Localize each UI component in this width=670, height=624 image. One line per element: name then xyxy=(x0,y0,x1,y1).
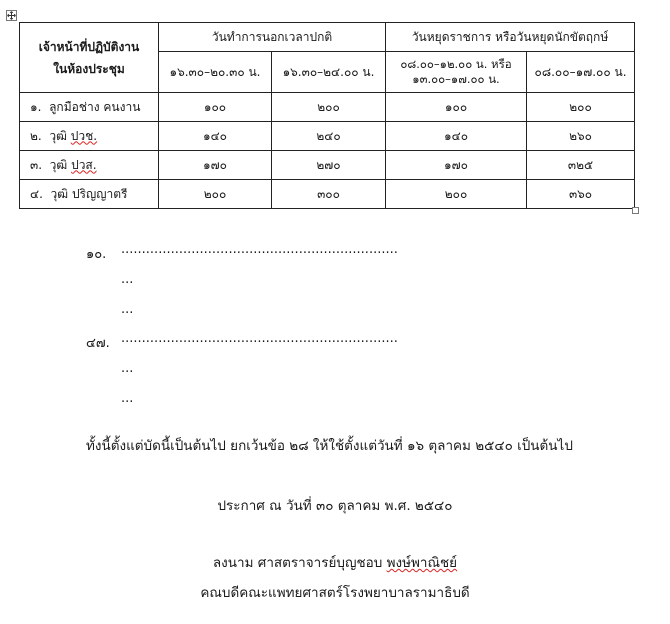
holiday-header: วันหยุดราชการ หรือวันหยุดนักขัตฤกษ์ xyxy=(386,23,635,52)
time-header: ๐๘.๐๐–๑๗.๐๐ น. xyxy=(527,52,635,93)
rate-cell: ๑๐๐ xyxy=(159,93,272,122)
time-header: ๑๖.๓๐–๒๐.๓๐ น. xyxy=(159,52,272,93)
role-label: วุฒิ ปริญญาตรี xyxy=(50,186,128,201)
row-number: ๓. xyxy=(30,157,43,172)
row-number: ๑. xyxy=(30,99,42,114)
time-header: ๑๖.๓๐–๒๔.๐๐ น. xyxy=(272,52,386,93)
signatory-title: คณบดีคณะแพทยศาสตร์โรงพยาบาลรามาธิบดี xyxy=(200,585,470,601)
rate-cell: ๒๐๐ xyxy=(159,180,272,209)
time-header-line-1: ๐๘.๐๐–๑๒.๐๐ น. หรือ xyxy=(400,57,512,71)
role-label-prefix: วุฒิ xyxy=(49,157,72,172)
role-column-header xyxy=(20,23,159,93)
rate-cell: ๒๐๐ xyxy=(272,93,386,122)
item-10 xyxy=(86,243,106,264)
rate-cell: ๑๐๐ xyxy=(386,93,527,122)
announcement-date: ประกาศ ณ วันที่ ๓๐ ตุลาคม พ.ศ. ๒๕๔๐ xyxy=(217,498,453,514)
item-10-dots: ................................................................... xyxy=(121,242,398,257)
rate-cell: ๑๗๐ xyxy=(386,151,527,180)
rate-cell: ๑๗๐ xyxy=(159,151,272,180)
rate-cell: ๓๒๕ xyxy=(527,151,635,180)
item-47-dots: ................................................................... xyxy=(121,331,398,346)
table-row xyxy=(20,151,635,180)
ellipsis-line: ... xyxy=(121,361,134,376)
role-label-prefix: วุฒิ xyxy=(49,128,71,143)
role-cell xyxy=(20,151,159,180)
role-header-line-2: ในห้องประชุม xyxy=(53,61,125,76)
effective-date-paragraph: ทั้งนี้ตั้งแต่บัดนี้เป็นต้นไป ยกเว้นข้อ ๒๘ ให้ใช้ตั้งแต่วันที่ ๑๖ ตุลาคม ๒๕๔๐ เป็นต้นไป xyxy=(86,438,573,454)
role-cell xyxy=(20,93,159,122)
rate-cell: ๓๖๐ xyxy=(527,180,635,209)
table-row xyxy=(20,93,635,122)
ellipsis-line: ... xyxy=(121,302,134,317)
rate-cell: ๒๖๐ xyxy=(527,122,635,151)
time-header xyxy=(386,52,527,93)
role-label: ลูกมือช่าง คนงาน xyxy=(49,99,141,114)
overtime-rate-table xyxy=(19,22,635,209)
rate-cell: ๒๔๐ xyxy=(272,122,386,151)
rate-cell: ๒๐๐ xyxy=(527,93,635,122)
role-header-line-1: เจ้าหน้าที่ปฏิบัติงาน xyxy=(38,39,140,54)
item-47-number: ๔๗. xyxy=(86,336,110,351)
workday-overtime-header: วันทำการนอกเวลาปกติ xyxy=(159,23,386,52)
table-row xyxy=(20,122,635,151)
rate-cell: ๒๗๐ xyxy=(272,151,386,180)
signature-surname: พงษ์พาณิชย์ xyxy=(386,555,458,571)
ellipsis-line: ... xyxy=(121,391,134,406)
table-move-handle-icon[interactable] xyxy=(6,10,17,21)
table-row xyxy=(20,180,635,209)
signature-line xyxy=(0,551,670,573)
role-label-flagged: ปวส. xyxy=(71,157,97,172)
time-header-line-2: ๑๓.๐๐–๑๗.๐๐ น. xyxy=(412,72,500,86)
rate-cell: ๓๐๐ xyxy=(272,180,386,209)
ellipsis-line: ... xyxy=(121,272,134,287)
item-47 xyxy=(86,332,110,353)
role-cell xyxy=(20,180,159,209)
role-label-flagged: ปวช. xyxy=(70,128,98,143)
item-10-number: ๑๐. xyxy=(86,247,107,262)
row-number: ๔. xyxy=(30,186,43,201)
rate-cell: ๑๔๐ xyxy=(159,122,272,151)
role-cell xyxy=(20,122,159,151)
row-number: ๒. xyxy=(30,128,42,143)
rate-cell: ๑๔๐ xyxy=(386,122,527,151)
table-resize-handle[interactable] xyxy=(632,207,639,214)
signature-prefix: ลงนาม ศาสตราจารย์บุญชอบ xyxy=(212,555,387,571)
rate-cell: ๒๐๐ xyxy=(386,180,527,209)
